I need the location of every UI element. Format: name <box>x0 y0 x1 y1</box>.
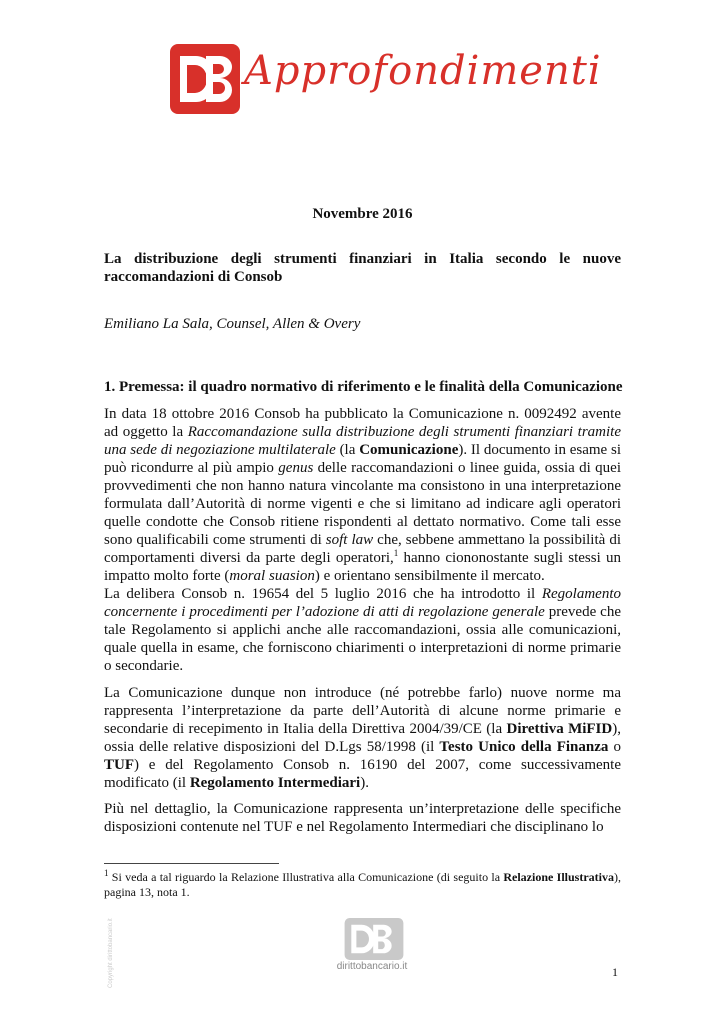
copyright-watermark: Copyright dirittobancario.it <box>108 918 114 988</box>
footnote-divider <box>104 863 279 864</box>
footer-site[interactable]: dirittobancario.it <box>336 961 408 972</box>
footnote-ref[interactable]: 1 <box>393 548 399 558</box>
db-logo-icon <box>170 44 240 114</box>
paragraph-2: La delibera Consob n. 19654 del 5 luglio 2016 che ha introdotto il Regolamento concernente i procedimenti per l’adozione di atti di regolazione generale prevede che tale Regolamento si applichi anche alle raccomandazioni, ossia alle comunicazioni, quale quella in esame, che forniscono chiarimenti o interpretazioni di norme primarie o secondarie. <box>104 586 621 674</box>
footnote: $^1$ Si veda a tal riguardo la Relazione Illustrativa alla Comunicazione (di seguito la Relazione Illustrativa), pagina 13, nota 1. <box>104 868 621 899</box>
brand-text: Approfondimenti <box>244 48 602 94</box>
section-heading: 1. Premessa: il quadro normativo di riferimento e le finalità della Comunicazione <box>104 379 623 395</box>
db-watermark-icon <box>344 918 404 960</box>
document-date: Novembre 2016 <box>312 206 413 222</box>
paragraph-4: Più nel dettaglio, la Comunicazione rappresenta un’interpretazione delle specifiche disposizioni contenute nel TUF e nel Regolamento Intermediari che disciplinano lo <box>104 801 621 835</box>
paragraph-1: In data 18 ottobre 2016 Consob ha pubblicato la Comunicazione n. 0092492 avente ad oggetto la Raccomandazione sulla distribuzione degli strumenti finanziari tramite una sede di negoziazione multilaterale (la Comunicazione). Il documento in esame si può ricondurre al più ampio genus delle raccomandazioni o linee guida, ossia di quei provvedimenti che non hanno natura vincolante ma consistono in una interpretazione formulata dall’Autorità di norme vigenti e che si limitano ad indicare agli operatori quelle condotte che Consob ritiene rispondenti al dettato normativo. Come tali esse sono qualificabili come strumenti di soft law che, sebbene ammettano la possibilità di comportamenti diversi da parte degli operatori,$^1$ hanno ciononostante sugli stessi un impatto molto forte (moral suasion) e orientano sensibilmente il mercato. <box>104 406 621 584</box>
document-title: La distribuzione degli strumenti finanziari in Italia secondo le nuove raccomandazioni di Consob <box>104 251 621 285</box>
paragraph-3: La Comunicazione dunque non introduce (né potrebbe farlo) nuove norme ma rappresenta l’interpretazione da parte dell’Autorità di alcune norme primarie e secondarie di recepimento in Italia della Direttiva 2004/39/CE (la Direttiva MiFID), ossia delle relative disposizioni del D.Lgs 58/1998 (il Testo Unico della Finanza o TUF) e del Regolamento Consob n. 16190 del 2007, come successivamente modificato (il Regolamento Intermediari). <box>104 685 622 791</box>
header-logo <box>170 40 602 120</box>
document-author: Emiliano La Sala, Counsel, Allen & Overy <box>104 316 361 332</box>
page-number: 1 <box>612 965 618 979</box>
